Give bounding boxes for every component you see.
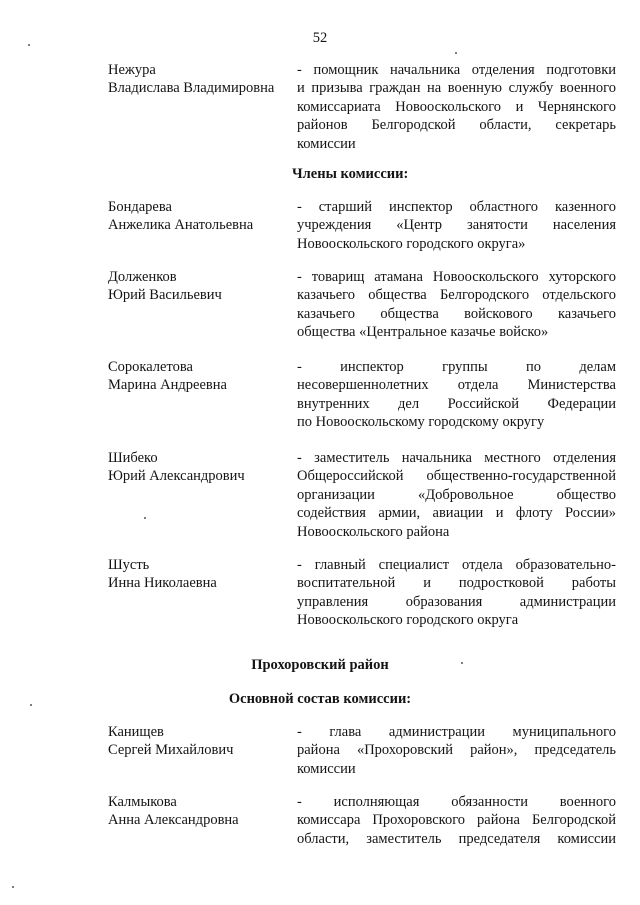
description-line: комиссариата Новооскольского и Чернянского xyxy=(297,98,616,115)
surname: Нежура xyxy=(108,62,156,78)
description-line: содействия армии, авиации и флоту России» xyxy=(297,505,616,522)
description-line: районов Белгородской области, секретарь xyxy=(297,117,616,134)
description-line: - глава администрации муниципального xyxy=(297,724,616,740)
heading-members-text: Члены комиссии: xyxy=(292,166,409,182)
person-name xyxy=(108,61,288,98)
person-name xyxy=(108,556,288,593)
description-line: казачьего общества Белгородского отдельского xyxy=(297,287,616,304)
description-line: - товарищ атамана Новооскольского хуторского xyxy=(297,269,616,285)
page-number: 52 xyxy=(312,30,328,46)
description-line: области, заместитель председателя комиссии xyxy=(297,830,616,847)
given-names: Владислава Владимировна xyxy=(108,80,275,97)
surname: Бондарева xyxy=(108,199,172,215)
description-line: - инспектор группы по делам xyxy=(297,359,616,375)
person-name xyxy=(108,449,288,486)
scan-speck xyxy=(28,44,30,46)
description-line: комиссии xyxy=(297,760,356,777)
surname: Калмыкова xyxy=(108,794,177,810)
given-names: Инна Николаевна xyxy=(108,575,217,592)
description-line: - исполняющая обязанности военного xyxy=(297,794,616,810)
description-line: - главный специалист отдела образовательно- xyxy=(297,557,616,573)
position-description xyxy=(297,723,616,778)
description-line: казачьего общества войскового казачьего xyxy=(297,305,616,322)
description-line: воспитательной и подростковой работы xyxy=(297,575,616,592)
description-line: комиссии xyxy=(297,135,356,152)
surname: Канищев xyxy=(108,724,164,740)
description-line: несовершеннолетних отдела Министерства xyxy=(297,377,616,394)
heading-district-text: Прохоровский район xyxy=(251,657,389,673)
description-line: района «Прохоровский район», председатель xyxy=(297,742,616,759)
position-description xyxy=(297,449,616,541)
scan-speck xyxy=(144,517,146,519)
description-line: управления образования администрации xyxy=(297,593,616,610)
description-line: учреждения «Центр занятости населения xyxy=(297,217,616,234)
given-names: Юрий Васильевич xyxy=(108,287,222,304)
description-line: - заместитель начальника местного отделения xyxy=(297,450,616,466)
person-name xyxy=(108,198,288,235)
description-line: - старший инспектор областного казенного xyxy=(297,199,616,215)
surname: Шусть xyxy=(108,557,150,573)
description-line: Новооскольского городского округа xyxy=(297,612,519,629)
description-line: Новооскольского городского округа» xyxy=(297,235,526,252)
person-name xyxy=(108,793,288,830)
position-description xyxy=(297,61,616,153)
surname: Долженков xyxy=(108,269,177,285)
description-line: и призыва граждан на военную службу военного xyxy=(297,80,616,97)
heading-members xyxy=(0,165,640,183)
description-line: внутренних дел Российской Федерации xyxy=(297,395,616,412)
description-line: - помощник начальника отделения подготовки xyxy=(297,62,616,78)
given-names: Марина Андреевна xyxy=(108,377,227,394)
heading-main xyxy=(0,690,640,708)
description-line: Общероссийской общественно-государственной xyxy=(297,468,616,485)
description-line: общества «Центральное казачье войско» xyxy=(297,324,549,341)
surname: Сорокалетова xyxy=(108,359,193,375)
heading-district xyxy=(0,656,640,674)
person-name xyxy=(108,723,288,760)
description-line: Новооскольского района xyxy=(297,523,450,540)
position-description xyxy=(297,556,616,630)
position-description xyxy=(297,358,616,432)
description-line: по Новооскольскому городскому округу xyxy=(297,414,545,431)
position-description xyxy=(297,198,616,253)
given-names: Сергей Михайлович xyxy=(108,742,234,759)
scan-speck xyxy=(455,52,457,54)
position-description xyxy=(297,268,616,342)
person-name xyxy=(108,268,288,305)
description-line: комиссара Прохоровского района Белгородской xyxy=(297,812,616,829)
given-names: Анна Александровна xyxy=(108,812,239,829)
scan-speck xyxy=(461,662,463,664)
heading-main-text: Основной состав комиссии: xyxy=(228,691,412,707)
scan-speck xyxy=(12,886,14,888)
position-description xyxy=(297,793,616,848)
given-names: Юрий Александрович xyxy=(108,468,245,485)
surname: Шибеко xyxy=(108,450,158,466)
description-line: организации «Добровольное общество xyxy=(297,486,616,503)
person-name xyxy=(108,358,288,395)
given-names: Анжелика Анатольевна xyxy=(108,217,254,234)
scan-speck xyxy=(30,704,32,706)
